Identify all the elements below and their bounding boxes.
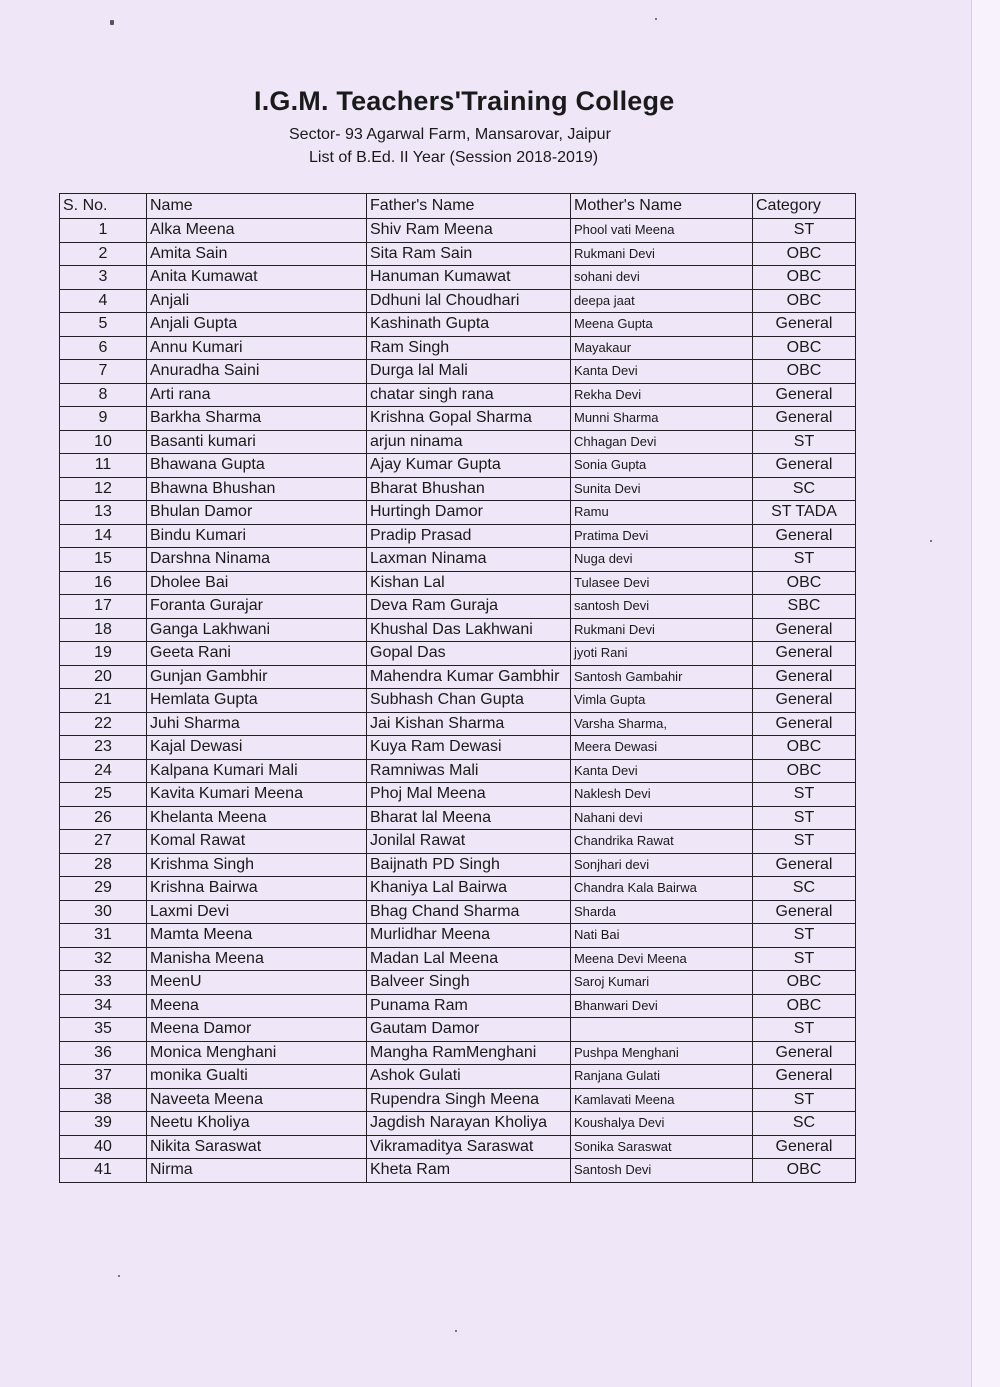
- row-father-name: Phoj Mal Meena: [367, 783, 571, 807]
- row-father-name: Jai Kishan Sharma: [367, 712, 571, 736]
- table-row: [60, 783, 856, 807]
- row-category: General: [753, 665, 856, 689]
- row-category: ST: [753, 924, 856, 948]
- row-father-name: Kashinath Gupta: [367, 313, 571, 337]
- row-name: Kalpana Kumari Mali: [147, 759, 367, 783]
- row-category: ST: [753, 806, 856, 830]
- row-mother-name: Pushpa Menghani: [571, 1041, 753, 1065]
- row-category: OBC: [753, 289, 856, 313]
- row-name: Meena: [147, 994, 367, 1018]
- row-father-name: Rupendra Singh Meena: [367, 1088, 571, 1112]
- row-mother-name: Nahani devi: [571, 806, 753, 830]
- row-mother-name: Rekha Devi: [571, 383, 753, 407]
- row-father-name: Vikramaditya Saraswat: [367, 1135, 571, 1159]
- row-category: General: [753, 618, 856, 642]
- scan-speck: [110, 20, 114, 25]
- college-title: I.G.M. Teachers'Training College: [254, 86, 675, 116]
- row-name: Naveeta Meena: [147, 1088, 367, 1112]
- row-name: Bhawana Gupta: [147, 454, 367, 478]
- row-category: SC: [753, 1112, 856, 1136]
- row-category: OBC: [753, 266, 856, 290]
- row-category: ST: [753, 219, 856, 243]
- row-sno: 15: [60, 548, 147, 572]
- row-mother-name: Rukmani Devi: [571, 618, 753, 642]
- table-row: [60, 266, 856, 290]
- row-category: General: [753, 1065, 856, 1089]
- row-mother-name: jyoti Rani: [571, 642, 753, 666]
- list-title: List of B.Ed. II Year (Session 2018-2019): [309, 149, 599, 166]
- row-category: OBC: [753, 759, 856, 783]
- row-name: Bindu Kumari: [147, 524, 367, 548]
- table-row: [60, 689, 856, 713]
- table-row: [60, 830, 856, 854]
- row-father-name: Kuya Ram Dewasi: [367, 736, 571, 760]
- row-name: Manisha Meena: [147, 947, 367, 971]
- row-name: Basanti kumari: [147, 430, 367, 454]
- table-row: [60, 971, 856, 995]
- row-name: Alka Meena: [147, 219, 367, 243]
- table-row: [60, 1041, 856, 1065]
- row-father-name: Mangha RamMenghani: [367, 1041, 571, 1065]
- row-category: General: [753, 1041, 856, 1065]
- row-category: OBC: [753, 360, 856, 384]
- header-sno: S. No.: [60, 194, 147, 219]
- row-name: Foranta Gurajar: [147, 595, 367, 619]
- row-sno: 24: [60, 759, 147, 783]
- row-name: monika Gualti: [147, 1065, 367, 1089]
- row-name: Krishna Bairwa: [147, 877, 367, 901]
- row-father-name: Balveer Singh: [367, 971, 571, 995]
- row-sno: 6: [60, 336, 147, 360]
- row-father-name: Kheta Ram: [367, 1159, 571, 1183]
- row-name: Kavita Kumari Meena: [147, 783, 367, 807]
- row-father-name: Subhash Chan Gupta: [367, 689, 571, 713]
- table-row: [60, 618, 856, 642]
- table-header-row: [60, 194, 856, 219]
- row-sno: 38: [60, 1088, 147, 1112]
- table-row: [60, 1135, 856, 1159]
- row-category: General: [753, 712, 856, 736]
- row-name: Darshna Ninama: [147, 548, 367, 572]
- row-category: ST TADA: [753, 501, 856, 525]
- row-category: ST: [753, 1088, 856, 1112]
- row-father-name: Krishna Gopal Sharma: [367, 407, 571, 431]
- row-mother-name: Koushalya Devi: [571, 1112, 753, 1136]
- header-father-name: Father's Name: [367, 194, 571, 219]
- row-sno: 36: [60, 1041, 147, 1065]
- table-row: [60, 336, 856, 360]
- row-father-name: Punama Ram: [367, 994, 571, 1018]
- row-father-name: Baijnath PD Singh: [367, 853, 571, 877]
- row-sno: 14: [60, 524, 147, 548]
- row-mother-name: deepa jaat: [571, 289, 753, 313]
- row-sno: 31: [60, 924, 147, 948]
- row-father-name: Kishan Lal: [367, 571, 571, 595]
- row-category: OBC: [753, 1159, 856, 1183]
- row-name: Geeta Rani: [147, 642, 367, 666]
- row-mother-name: Naklesh Devi: [571, 783, 753, 807]
- row-mother-name: Munni Sharma: [571, 407, 753, 431]
- table-row: [60, 1018, 856, 1042]
- row-name: Kajal Dewasi: [147, 736, 367, 760]
- row-sno: 8: [60, 383, 147, 407]
- table-row: [60, 501, 856, 525]
- table-row: [60, 430, 856, 454]
- row-mother-name: [571, 1018, 753, 1042]
- row-name: Neetu Kholiya: [147, 1112, 367, 1136]
- row-sno: 17: [60, 595, 147, 619]
- row-name: Nikita Saraswat: [147, 1135, 367, 1159]
- row-sno: 12: [60, 477, 147, 501]
- row-mother-name: Santosh Devi: [571, 1159, 753, 1183]
- header-category: Category: [753, 194, 856, 219]
- row-sno: 20: [60, 665, 147, 689]
- row-mother-name: Meena Gupta: [571, 313, 753, 337]
- row-name: Anita Kumawat: [147, 266, 367, 290]
- row-mother-name: Phool vati Meena: [571, 219, 753, 243]
- row-mother-name: Mayakaur: [571, 336, 753, 360]
- row-sno: 28: [60, 853, 147, 877]
- table-row: [60, 595, 856, 619]
- row-category: OBC: [753, 242, 856, 266]
- row-father-name: Mahendra Kumar Gambhir: [367, 665, 571, 689]
- row-mother-name: Saroj Kumari: [571, 971, 753, 995]
- row-mother-name: Chandrika Rawat: [571, 830, 753, 854]
- row-category: SC: [753, 877, 856, 901]
- row-category: ST: [753, 430, 856, 454]
- row-mother-name: Santosh Gambahir: [571, 665, 753, 689]
- row-sno: 26: [60, 806, 147, 830]
- row-sno: 10: [60, 430, 147, 454]
- table-row: [60, 900, 856, 924]
- scan-speck: [930, 540, 932, 542]
- row-category: ST: [753, 548, 856, 572]
- row-mother-name: santosh Devi: [571, 595, 753, 619]
- table-row: [60, 924, 856, 948]
- table-row: [60, 524, 856, 548]
- row-father-name: Hanuman Kumawat: [367, 266, 571, 290]
- row-father-name: Bharat Bhushan: [367, 477, 571, 501]
- table-row: [60, 712, 856, 736]
- row-name: Khelanta Meena: [147, 806, 367, 830]
- table-body: [60, 219, 856, 1183]
- row-category: General: [753, 1135, 856, 1159]
- row-sno: 34: [60, 994, 147, 1018]
- row-father-name: Khushal Das Lakhwani: [367, 618, 571, 642]
- row-name: Bhawna Bhushan: [147, 477, 367, 501]
- row-mother-name: Tulasee Devi: [571, 571, 753, 595]
- row-mother-name: Meena Devi Meena: [571, 947, 753, 971]
- row-name: Arti rana: [147, 383, 367, 407]
- row-category: General: [753, 689, 856, 713]
- row-name: Anjali: [147, 289, 367, 313]
- row-name: Anjali Gupta: [147, 313, 367, 337]
- row-category: ST: [753, 830, 856, 854]
- table-row: [60, 806, 856, 830]
- row-sno: 1: [60, 219, 147, 243]
- table-row: [60, 853, 856, 877]
- table-row: [60, 665, 856, 689]
- row-sno: 13: [60, 501, 147, 525]
- row-name: Ganga Lakhwani: [147, 618, 367, 642]
- row-mother-name: Pratima Devi: [571, 524, 753, 548]
- row-name: Bhulan Damor: [147, 501, 367, 525]
- table-row: [60, 877, 856, 901]
- table-row: [60, 548, 856, 572]
- row-mother-name: Vimla Gupta: [571, 689, 753, 713]
- row-sno: 35: [60, 1018, 147, 1042]
- row-sno: 23: [60, 736, 147, 760]
- table-row: [60, 1065, 856, 1089]
- row-sno: 3: [60, 266, 147, 290]
- row-sno: 19: [60, 642, 147, 666]
- row-name: Hemlata Gupta: [147, 689, 367, 713]
- row-mother-name: sohani devi: [571, 266, 753, 290]
- row-name: Dholee Bai: [147, 571, 367, 595]
- row-sno: 27: [60, 830, 147, 854]
- table-row: [60, 360, 856, 384]
- row-father-name: chatar singh rana: [367, 383, 571, 407]
- table-row: [60, 1159, 856, 1183]
- table-row: [60, 994, 856, 1018]
- row-mother-name: Nuga devi: [571, 548, 753, 572]
- row-father-name: Bhag Chand Sharma: [367, 900, 571, 924]
- table-row: [60, 383, 856, 407]
- row-name: Annu Kumari: [147, 336, 367, 360]
- row-mother-name: Sonika Saraswat: [571, 1135, 753, 1159]
- row-father-name: Jagdish Narayan Kholiya: [367, 1112, 571, 1136]
- row-category: ST: [753, 783, 856, 807]
- row-father-name: Gopal Das: [367, 642, 571, 666]
- row-mother-name: Kanta Devi: [571, 759, 753, 783]
- row-sno: 39: [60, 1112, 147, 1136]
- scanned-page-edge: [971, 0, 1000, 1387]
- row-father-name: Ashok Gulati: [367, 1065, 571, 1089]
- row-father-name: Bharat lal Meena: [367, 806, 571, 830]
- row-mother-name: Kamlavati Meena: [571, 1088, 753, 1112]
- row-name: Krishma Singh: [147, 853, 367, 877]
- row-father-name: arjun ninama: [367, 430, 571, 454]
- table-row: [60, 642, 856, 666]
- row-mother-name: Rukmani Devi: [571, 242, 753, 266]
- table-row: [60, 736, 856, 760]
- row-category: SBC: [753, 595, 856, 619]
- row-category: OBC: [753, 571, 856, 595]
- row-sno: 4: [60, 289, 147, 313]
- row-father-name: Madan Lal Meena: [367, 947, 571, 971]
- row-mother-name: Meera Dewasi: [571, 736, 753, 760]
- row-name: Juhi Sharma: [147, 712, 367, 736]
- table-row: [60, 313, 856, 337]
- row-father-name: Jonilal Rawat: [367, 830, 571, 854]
- row-mother-name: Kanta Devi: [571, 360, 753, 384]
- table-row: [60, 759, 856, 783]
- row-sno: 40: [60, 1135, 147, 1159]
- row-name: Meena Damor: [147, 1018, 367, 1042]
- row-father-name: Murlidhar Meena: [367, 924, 571, 948]
- student-list-table: [59, 193, 856, 1183]
- row-father-name: Laxman Ninama: [367, 548, 571, 572]
- row-mother-name: Sonjhari devi: [571, 853, 753, 877]
- row-sno: 11: [60, 454, 147, 478]
- row-category: OBC: [753, 971, 856, 995]
- row-father-name: Ddhuni lal Choudhari: [367, 289, 571, 313]
- row-category: OBC: [753, 336, 856, 360]
- table-row: [60, 1088, 856, 1112]
- row-mother-name: Sonia Gupta: [571, 454, 753, 478]
- table-row: [60, 947, 856, 971]
- table-row: [60, 242, 856, 266]
- row-sno: 22: [60, 712, 147, 736]
- scan-speck: [655, 18, 657, 20]
- row-category: OBC: [753, 994, 856, 1018]
- row-mother-name: Varsha Sharma,: [571, 712, 753, 736]
- row-father-name: Sita Ram Sain: [367, 242, 571, 266]
- row-father-name: Pradip Prasad: [367, 524, 571, 548]
- row-category: ST: [753, 947, 856, 971]
- row-sno: 37: [60, 1065, 147, 1089]
- table-row: [60, 289, 856, 313]
- table-row: [60, 454, 856, 478]
- row-father-name: Durga lal Mali: [367, 360, 571, 384]
- row-father-name: Gautam Damor: [367, 1018, 571, 1042]
- row-name: Mamta Meena: [147, 924, 367, 948]
- row-mother-name: Ramu: [571, 501, 753, 525]
- row-father-name: Ajay Kumar Gupta: [367, 454, 571, 478]
- row-category: General: [753, 900, 856, 924]
- row-sno: 21: [60, 689, 147, 713]
- row-name: Gunjan Gambhir: [147, 665, 367, 689]
- row-sno: 16: [60, 571, 147, 595]
- row-category: General: [753, 407, 856, 431]
- row-sno: 9: [60, 407, 147, 431]
- table-row: [60, 477, 856, 501]
- row-sno: 32: [60, 947, 147, 971]
- row-father-name: Hurtingh Damor: [367, 501, 571, 525]
- row-name: MeenU: [147, 971, 367, 995]
- row-father-name: Khaniya Lal Bairwa: [367, 877, 571, 901]
- table-row: [60, 571, 856, 595]
- row-category: General: [753, 383, 856, 407]
- row-father-name: Ramniwas Mali: [367, 759, 571, 783]
- row-category: SC: [753, 477, 856, 501]
- row-name: Komal Rawat: [147, 830, 367, 854]
- row-mother-name: Chhagan Devi: [571, 430, 753, 454]
- row-sno: 30: [60, 900, 147, 924]
- scan-speck: [455, 1330, 457, 1332]
- row-father-name: Shiv Ram Meena: [367, 219, 571, 243]
- header-name: Name: [147, 194, 367, 219]
- row-sno: 41: [60, 1159, 147, 1183]
- row-mother-name: Sharda: [571, 900, 753, 924]
- row-name: Nirma: [147, 1159, 367, 1183]
- row-mother-name: Chandra Kala Bairwa: [571, 877, 753, 901]
- row-category: General: [753, 313, 856, 337]
- row-mother-name: Bhanwari Devi: [571, 994, 753, 1018]
- row-mother-name: Ranjana Gulati: [571, 1065, 753, 1089]
- table-row: [60, 1112, 856, 1136]
- row-category: OBC: [753, 736, 856, 760]
- table-row: [60, 219, 856, 243]
- row-name: Monica Menghani: [147, 1041, 367, 1065]
- row-name: Barkha Sharma: [147, 407, 367, 431]
- row-name: Amita Sain: [147, 242, 367, 266]
- row-mother-name: Nati Bai: [571, 924, 753, 948]
- row-mother-name: Sunita Devi: [571, 477, 753, 501]
- row-category: General: [753, 853, 856, 877]
- row-father-name: Ram Singh: [367, 336, 571, 360]
- row-sno: 25: [60, 783, 147, 807]
- row-sno: 18: [60, 618, 147, 642]
- row-name: Laxmi Devi: [147, 900, 367, 924]
- row-sno: 7: [60, 360, 147, 384]
- scan-speck: [118, 1275, 120, 1277]
- row-sno: 33: [60, 971, 147, 995]
- row-category: General: [753, 642, 856, 666]
- table-row: [60, 407, 856, 431]
- row-sno: 5: [60, 313, 147, 337]
- row-category: General: [753, 524, 856, 548]
- row-category: ST: [753, 1018, 856, 1042]
- header-mother-name: Mother's Name: [571, 194, 753, 219]
- row-sno: 2: [60, 242, 147, 266]
- college-address: Sector- 93 Agarwal Farm, Mansarovar, Jaipur: [289, 126, 611, 143]
- row-sno: 29: [60, 877, 147, 901]
- row-category: General: [753, 454, 856, 478]
- row-name: Anuradha Saini: [147, 360, 367, 384]
- row-father-name: Deva Ram Guraja: [367, 595, 571, 619]
